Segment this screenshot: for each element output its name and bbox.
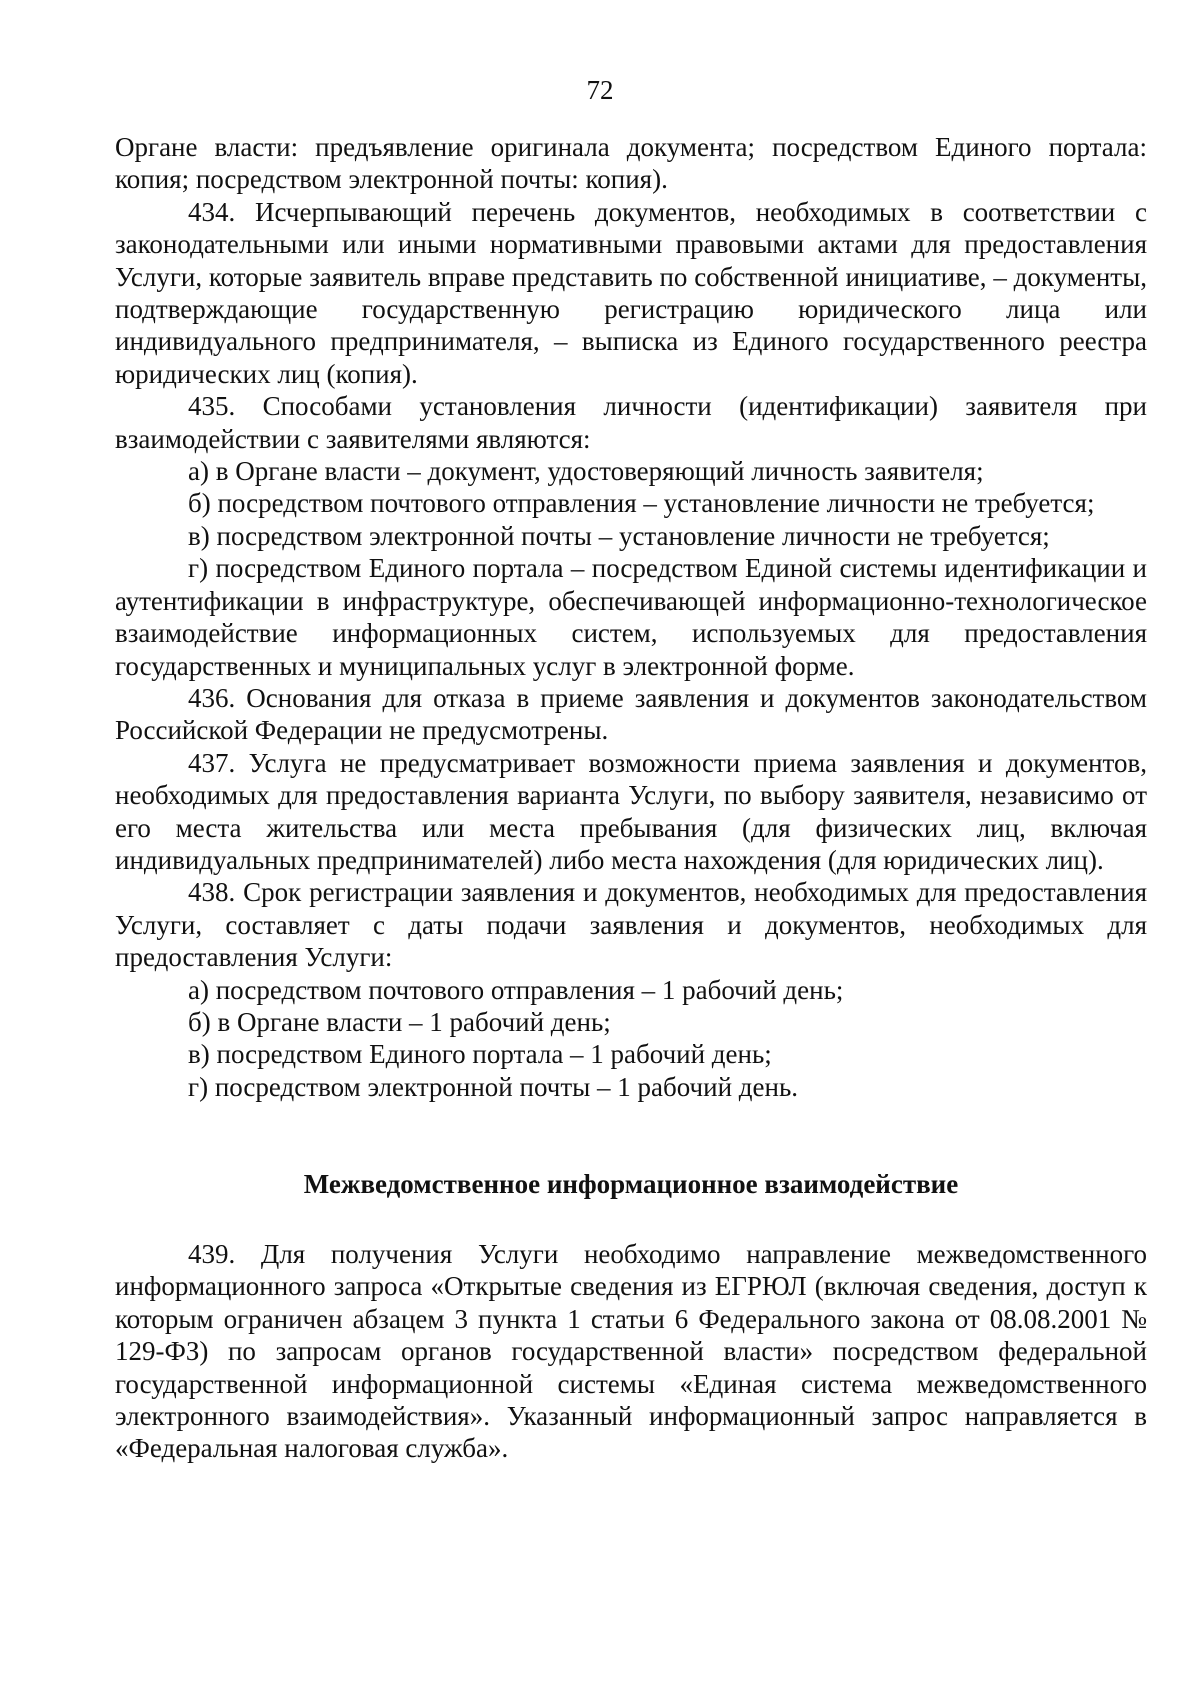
list-item-435-a: а) в Органе власти – документ, удостоверяющий личность заявителя; <box>188 456 984 487</box>
list-item-438-g: г) посредством электронной почты – 1 рабочий день. <box>188 1071 799 1102</box>
paragraph-438: 438. Срок регистрации заявления и документов, необходимых для предоставления Услуги, составляет с даты подачи заявления и документов, необходимых для предоставления Услуги: <box>115 877 1147 973</box>
paragraph-437: 437. Услуга не предусматривает возможности приема заявления и документов, необходимых для предоставления варианта Услуги, по выбору заявителя, независимо от его места жительства или места пребывания (для физических лиц, включая индивидуальных предпринимателей) либо места нахождения (для юридических лиц). <box>115 747 1147 875</box>
list-item-438-a: а) посредством почтового отправления – 1 рабочий день; <box>188 974 844 1005</box>
section-heading: Межведомственное информационное взаимодействие <box>303 1169 959 1199</box>
paragraph-439: 439. Для получения Услуги необходимо направление межведомственного информационного запроса «Открытые сведения из ЕГРЮЛ (включая сведения, доступ к которым ограничен абзацем 3 пункта 1 статьи 6 Федерального закона от 08.08.2001 № 129-ФЗ) по запросам органов государственной власти» посредством федеральной государственной информационной системы «Единая система межведомственного электронного взаимодействия». Указанный информационный запрос направляется в «Федеральная налоговая служба». <box>115 1239 1147 1464</box>
document-body <box>115 131 1147 1103</box>
list-item-438-v: в) посредством Единого портала – 1 рабочий день; <box>188 1039 772 1070</box>
list-item-435-g: г) посредством Единого портала – посредством Единой системы идентификации и аутентификации в инфраструктуре, обеспечивающей информационно-технологическое взаимодействие информационных систем, используемых для предоставления государственных и муниципальных услуг в электронной форме. <box>115 553 1147 681</box>
document-body-section <box>115 1238 1147 1465</box>
paragraph-435: 435. Способами установления личности (идентификации) заявителя при взаимодействии с заявителями являются: <box>115 391 1147 454</box>
list-item-435-b: б) посредством почтового отправления – установление личности не требуется; <box>188 488 1095 519</box>
page-number: 72 <box>586 75 614 105</box>
paragraph-434: 434. Исчерпывающий перечень документов, необходимых в соответствии с законодательными или иными нормативными правовыми актами для предоставления Услуги, которые заявитель вправе представить по собственной инициативе, – документы, подтверждающие государственную регистрацию юридического лица или индивидуального предпринимателя, – выписка из Единого государственного реестра юридических лиц (копия). <box>115 196 1147 389</box>
paragraph-continuation: Органе власти: предъявление оригинала документа; посредством Единого портала: копия; посредством электронной почты: копия). <box>115 132 1147 195</box>
list-item-438-b: б) в Органе власти – 1 рабочий день; <box>188 1006 611 1037</box>
paragraph-436: 436. Основания для отказа в приеме заявления и документов законодательством Российской Федерации не предусмотрены. <box>115 682 1147 746</box>
list-item-435-v: в) посредством электронной почты – установление личности не требуется; <box>188 520 1050 551</box>
